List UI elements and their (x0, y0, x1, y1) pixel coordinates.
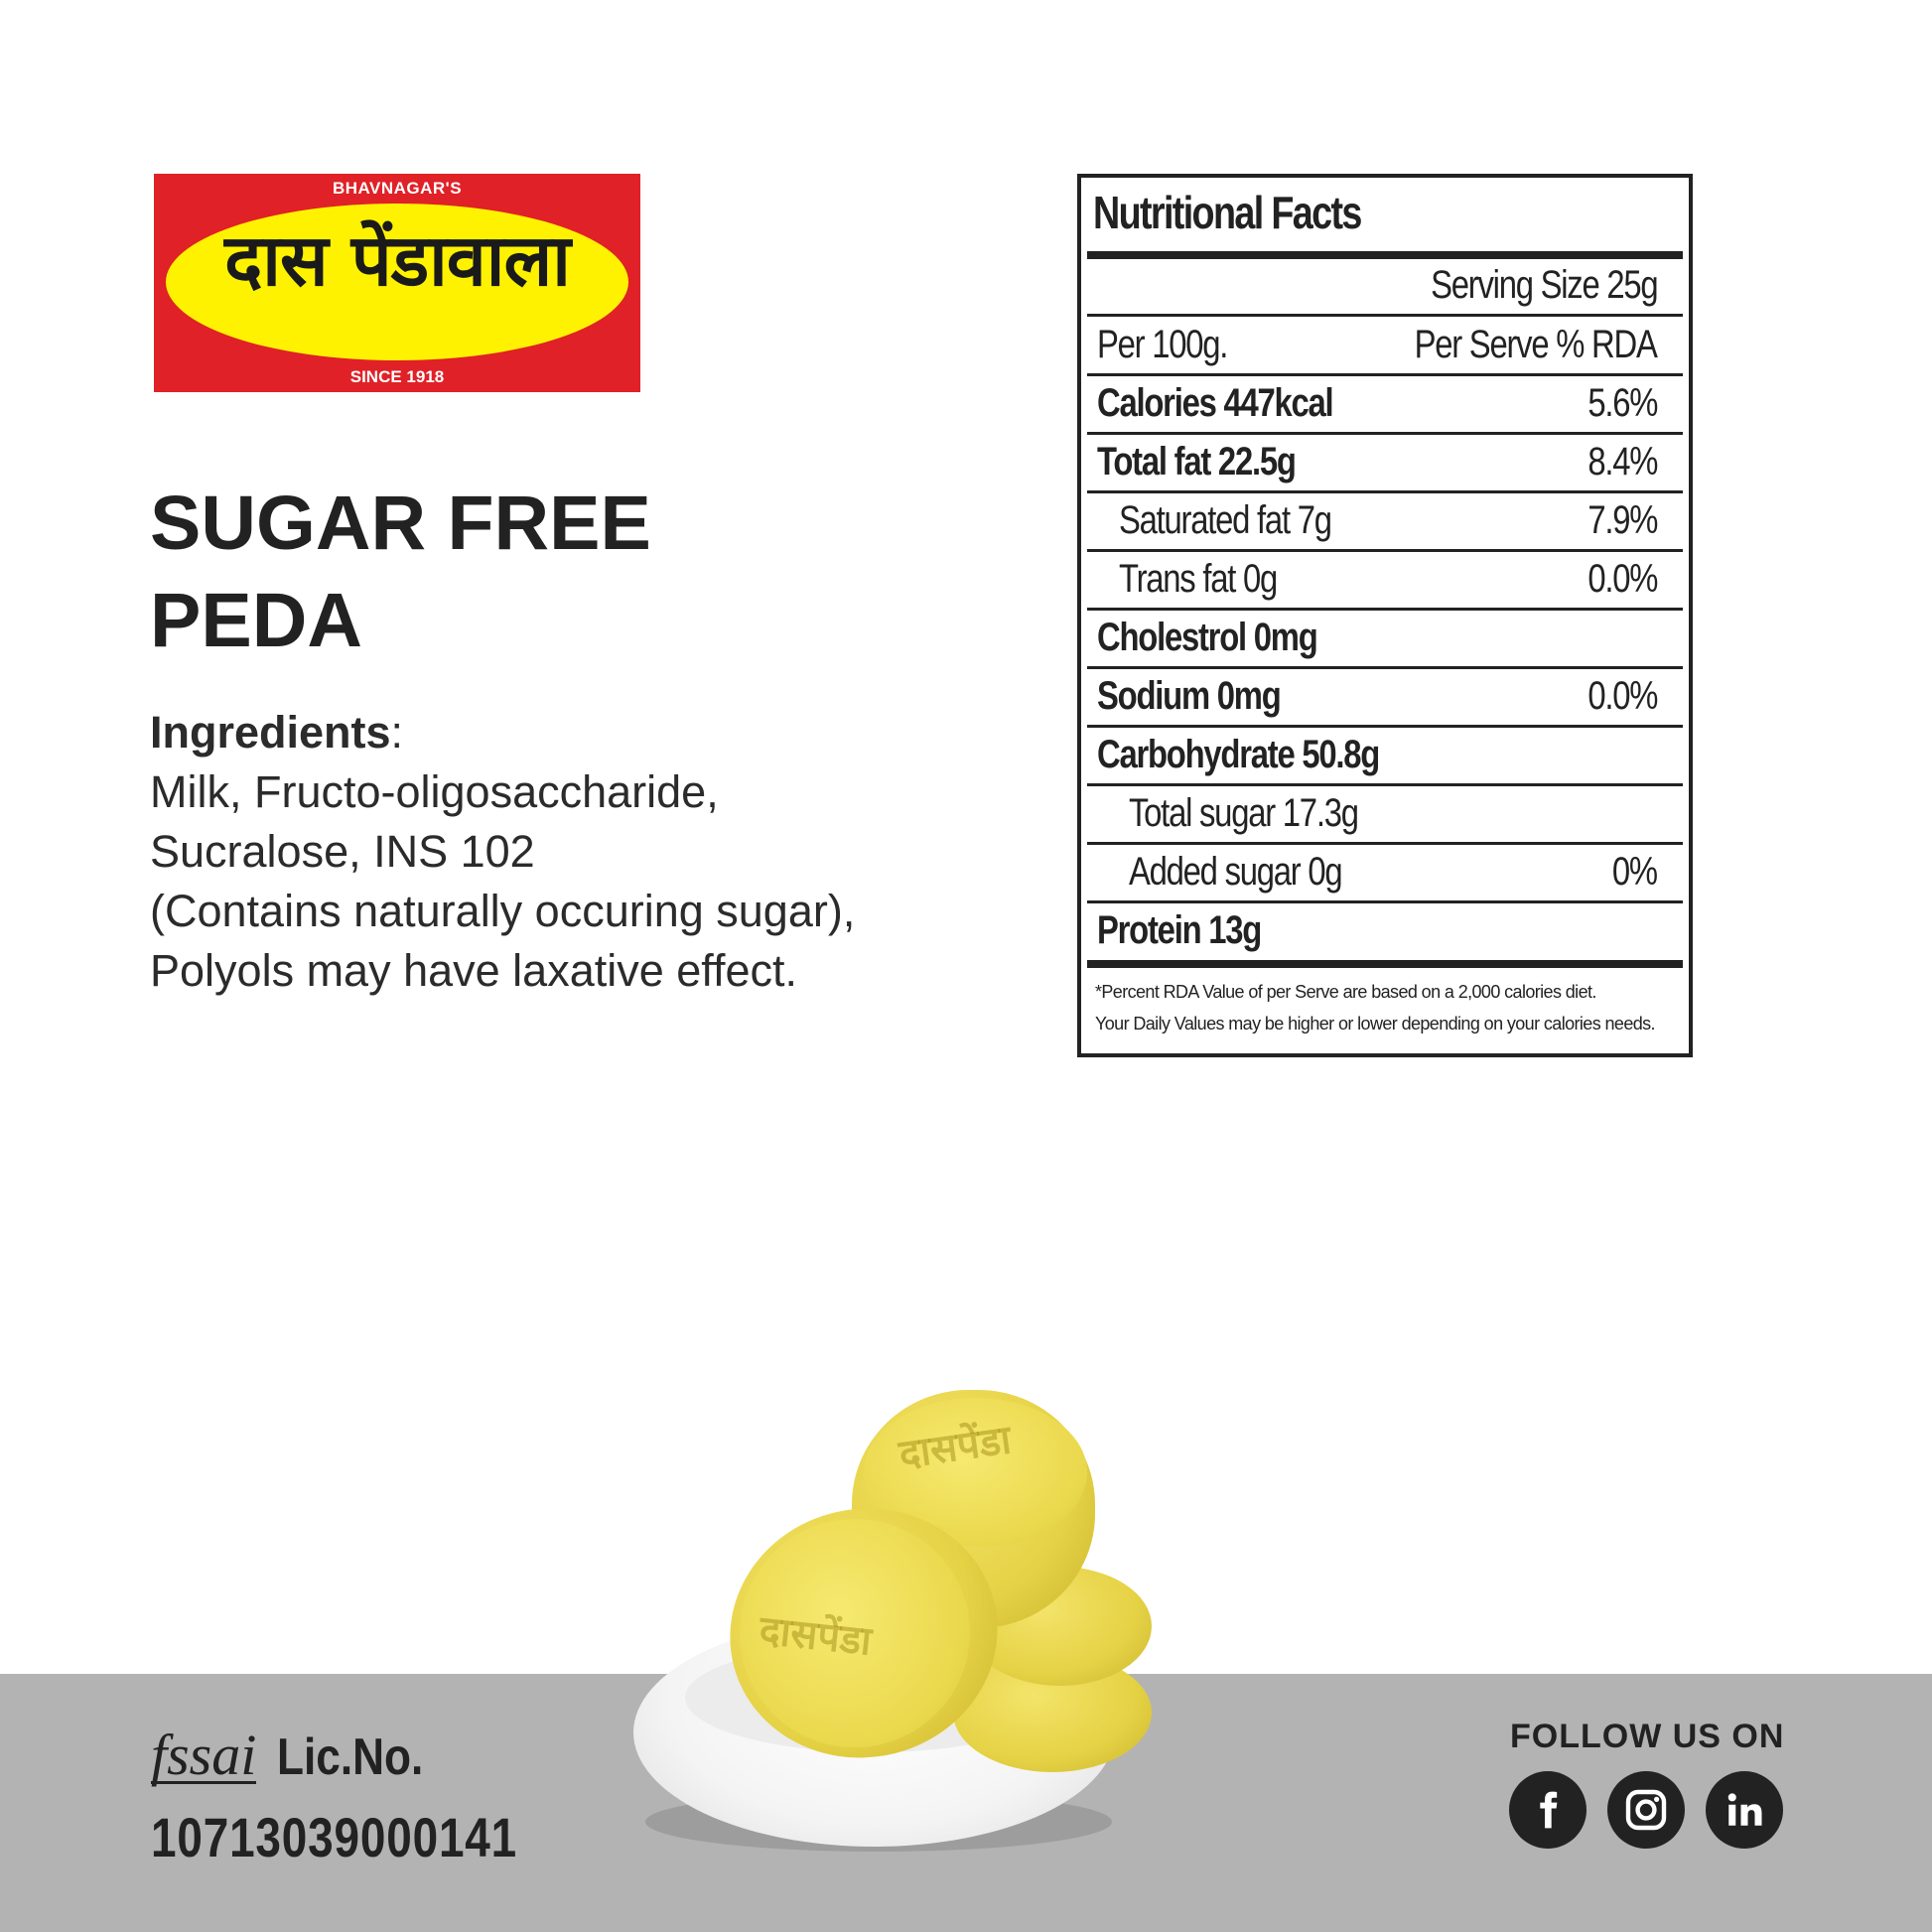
nutrient-label: Saturated fat 7g (1119, 498, 1331, 542)
nutrient-label: Total fat 22.5g (1097, 440, 1296, 483)
nutrient-value: 0.0% (1587, 557, 1657, 601)
nutrition-row (1087, 611, 1683, 669)
serving-size: Serving Size 25g (1430, 263, 1657, 307)
fssai-license (151, 1723, 449, 1787)
ingredients-block (150, 703, 855, 1001)
instagram-icon[interactable] (1607, 1771, 1685, 1849)
nutrition-row (1087, 669, 1683, 728)
ingredients-line: Polyols may have laxative effect. (150, 945, 797, 996)
fssai-logo: fssai (151, 1723, 257, 1787)
ingredients-line: Milk, Fructo-oligosaccharide, (150, 766, 719, 817)
ingredients-heading: Ingredients: (150, 707, 404, 758)
nutrition-row (1087, 845, 1683, 903)
nutrient-value: 8.4% (1587, 440, 1657, 483)
nutrition-row (1087, 376, 1683, 435)
nutrition-footnote-2: Your Daily Values may be higher or lower depending on your calories needs. (1095, 1014, 1655, 1034)
nutrition-row (1087, 903, 1683, 959)
logo-bottom-text: SINCE 1918 (349, 367, 445, 386)
nutrition-row (1087, 786, 1683, 845)
nutrient-value: 0.0% (1587, 674, 1657, 718)
nutrient-label: Trans fat 0g (1119, 557, 1278, 601)
facebook-icon[interactable] (1509, 1771, 1587, 1849)
follow-us-heading: FOLLOW US ON (1510, 1718, 1785, 1755)
logo-name: दास पेंडावाला (224, 218, 570, 302)
nutrition-row (1087, 728, 1683, 786)
nutrition-row (1087, 493, 1683, 552)
nutrient-label: Total sugar 17.3g (1129, 791, 1358, 835)
nutrition-footnote-1: *Percent RDA Value of per Serve are based on a 2,000 calories diet. (1095, 982, 1596, 1002)
col-per-100g: Per 100g. (1097, 323, 1228, 366)
column-header-row (1087, 317, 1683, 376)
ingredients-line: (Contains naturally occuring sugar), (150, 886, 856, 936)
linkedin-icon[interactable] (1706, 1771, 1783, 1849)
peda-stamp-text: दासपेंडा (896, 1417, 1015, 1478)
product-title (150, 475, 651, 669)
nutrient-label: Calories 447kcal (1097, 381, 1333, 425)
col-per-serve: Per Serve % RDA (1414, 323, 1657, 366)
product-title-line1: SUGAR FREE (150, 481, 651, 566)
nutrient-value: 5.6% (1587, 381, 1657, 425)
nutrient-label: Protein 13g (1097, 908, 1262, 952)
nutrient-label: Sodium 0mg (1097, 674, 1281, 718)
ingredients-line: Sucralose, INS 102 (150, 826, 535, 877)
nutrient-value: 7.9% (1587, 498, 1657, 542)
peda-stamp-text: दासपेंडा (757, 1607, 874, 1665)
nutrient-label: Cholestrol 0mg (1097, 616, 1317, 659)
nutrient-value: 0% (1612, 850, 1657, 894)
serving-size-row (1087, 259, 1683, 317)
product-title-line2: PEDA (150, 578, 362, 663)
logo-top-text: BHAVNAGAR'S (332, 179, 463, 198)
nutrition-row (1087, 435, 1683, 493)
nutrient-label: Carbohydrate 50.8g (1097, 733, 1380, 776)
fssai-license-number: 10713039000141 (151, 1806, 518, 1868)
brand-logo (154, 174, 640, 392)
nutrition-divider (1087, 251, 1683, 259)
nutrition-heading: Nutritional Facts (1093, 187, 1361, 238)
ingredients-label: Ingredients (150, 707, 391, 758)
nutrient-label: Added sugar 0g (1129, 850, 1342, 894)
nutrition-facts-table (1077, 174, 1693, 1057)
fssai-lic-label: Lic.No. (276, 1728, 424, 1786)
nutrition-row (1087, 552, 1683, 611)
nutrition-divider (1087, 960, 1683, 968)
